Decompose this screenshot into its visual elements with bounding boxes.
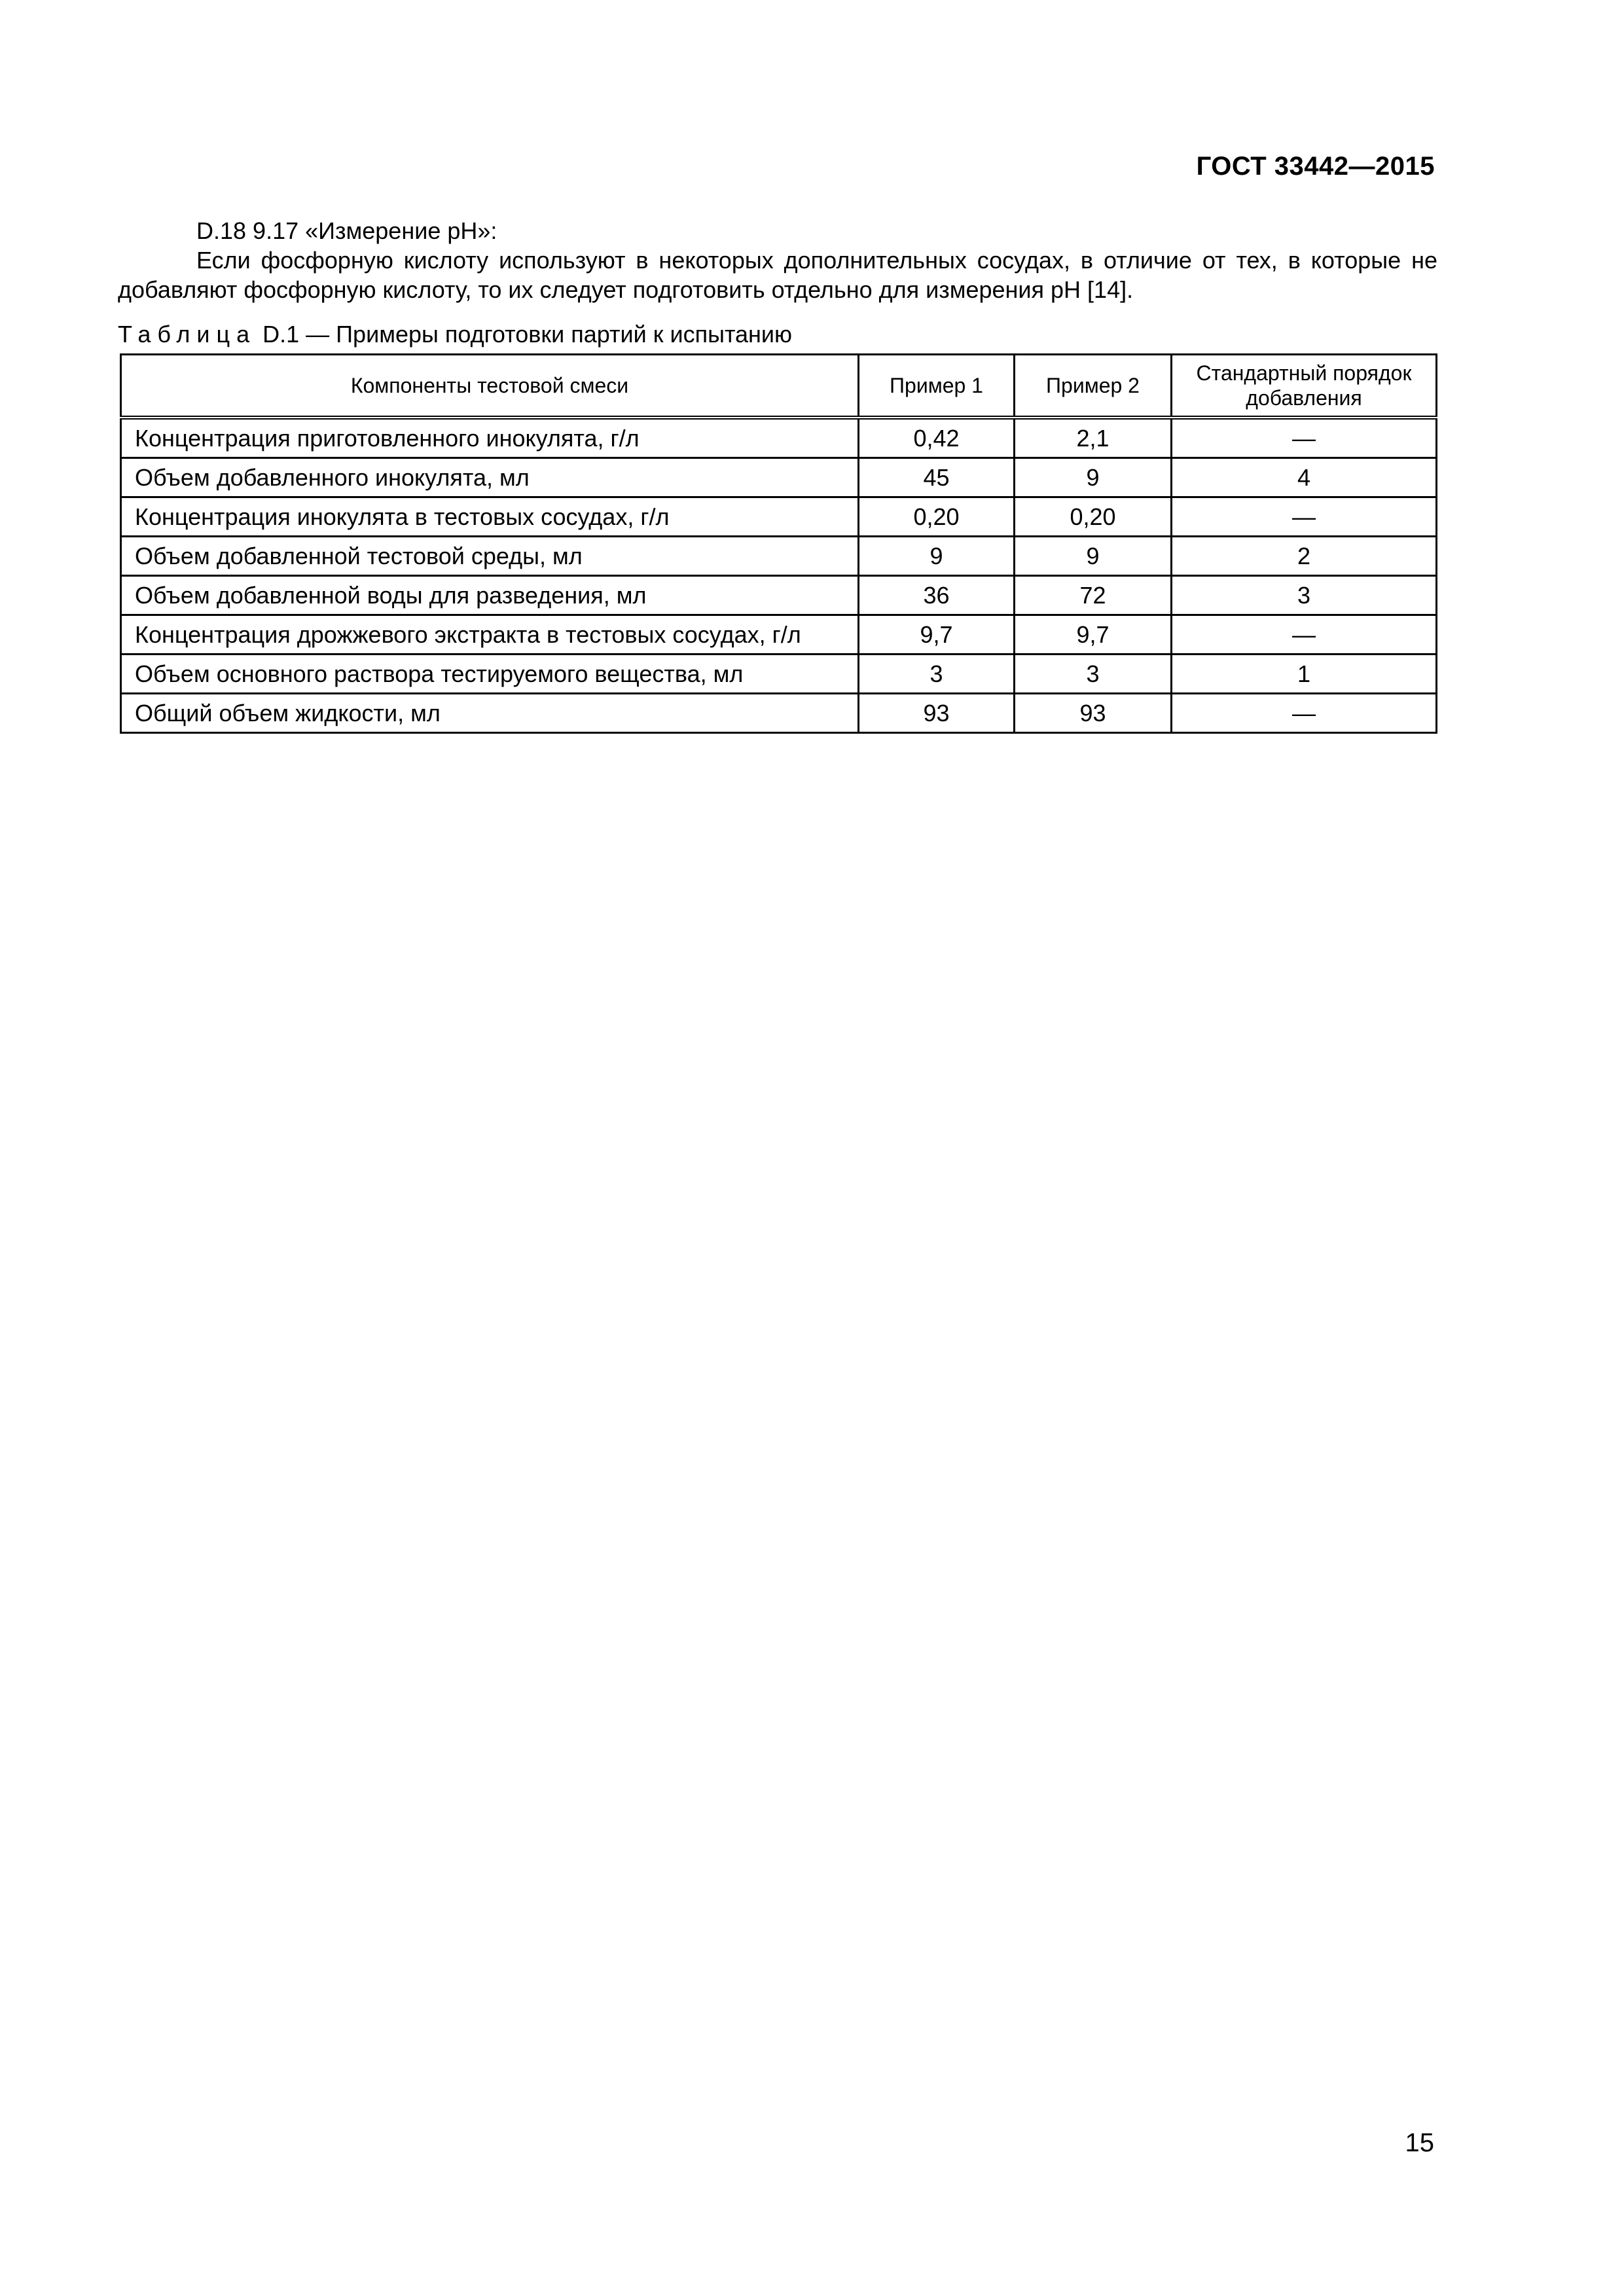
section-d18 bbox=[118, 216, 1437, 304]
section-body-text: Если фосфорную кислоту используют в некоторых дополнительных сосудах, в отличие от тех, в которые не добавляют фосфорную кислоту, то их следует подготовить отдельно для измерения pH [14]. bbox=[118, 247, 1437, 303]
column-header-example-1: Пример 1 bbox=[859, 355, 1015, 418]
cell-standard-order: — bbox=[1172, 497, 1437, 537]
table-row bbox=[121, 497, 1437, 537]
cell-example-2: 9 bbox=[1015, 458, 1172, 497]
table-row bbox=[121, 655, 1437, 694]
cell-example-2: 9,7 bbox=[1015, 615, 1172, 655]
row-label: Объем добавленного инокулята, мл bbox=[121, 458, 859, 497]
cell-standard-order: — bbox=[1172, 615, 1437, 655]
column-header-components: Компоненты тестовой смеси bbox=[121, 355, 859, 418]
table-row bbox=[121, 458, 1437, 497]
row-label: Объем добавленной тестовой среды, мл bbox=[121, 537, 859, 576]
cell-standard-order: 4 bbox=[1172, 458, 1437, 497]
batch-preparation-table bbox=[120, 353, 1437, 734]
table-row bbox=[121, 418, 1437, 458]
column-header-example-2: Пример 2 bbox=[1015, 355, 1172, 418]
table-header-row bbox=[121, 355, 1437, 418]
cell-example-1: 0,20 bbox=[859, 497, 1015, 537]
cell-example-1: 36 bbox=[859, 576, 1015, 615]
cell-example-2: 72 bbox=[1015, 576, 1172, 615]
table-row bbox=[121, 694, 1437, 733]
cell-standard-order: — bbox=[1172, 694, 1437, 733]
section-heading: D.18 9.17 «Измерение pH»: bbox=[196, 217, 497, 244]
page-number: 15 bbox=[1405, 2128, 1434, 2157]
cell-example-1: 9,7 bbox=[859, 615, 1015, 655]
cell-example-1: 45 bbox=[859, 458, 1015, 497]
row-label: Общий объем жидкости, мл bbox=[121, 694, 859, 733]
cell-example-1: 9 bbox=[859, 537, 1015, 576]
cell-example-1: 0,42 bbox=[859, 418, 1015, 458]
row-label: Объем добавленной воды для разведения, мл bbox=[121, 576, 859, 615]
table-row bbox=[121, 576, 1437, 615]
cell-example-2: 93 bbox=[1015, 694, 1172, 733]
table-row bbox=[121, 537, 1437, 576]
row-label: Концентрация приготовленного инокулята, г/л bbox=[121, 418, 859, 458]
cell-example-2: 3 bbox=[1015, 655, 1172, 694]
cell-example-1: 93 bbox=[859, 694, 1015, 733]
table-caption-title: D.1 — Примеры подготовки партий к испытанию bbox=[256, 321, 793, 348]
cell-example-2: 2,1 bbox=[1015, 418, 1172, 458]
row-label: Концентрация дрожжевого экстракта в тестовых сосудах, г/л bbox=[121, 615, 859, 655]
cell-standard-order: — bbox=[1172, 418, 1437, 458]
document-id-header: ГОСТ 33442—2015 bbox=[1196, 152, 1435, 181]
cell-standard-order: 3 bbox=[1172, 576, 1437, 615]
column-header-standard-order: Стандартный порядок добавления bbox=[1172, 355, 1437, 418]
table-caption bbox=[118, 319, 792, 349]
cell-standard-order: 1 bbox=[1172, 655, 1437, 694]
cell-standard-order: 2 bbox=[1172, 537, 1437, 576]
table-caption-word: Таблица bbox=[118, 321, 257, 348]
table-row bbox=[121, 615, 1437, 655]
row-label: Объем основного раствора тестируемого вещества, мл bbox=[121, 655, 859, 694]
row-label: Концентрация инокулята в тестовых сосудах, г/л bbox=[121, 497, 859, 537]
cell-example-2: 9 bbox=[1015, 537, 1172, 576]
cell-example-2: 0,20 bbox=[1015, 497, 1172, 537]
cell-example-1: 3 bbox=[859, 655, 1015, 694]
